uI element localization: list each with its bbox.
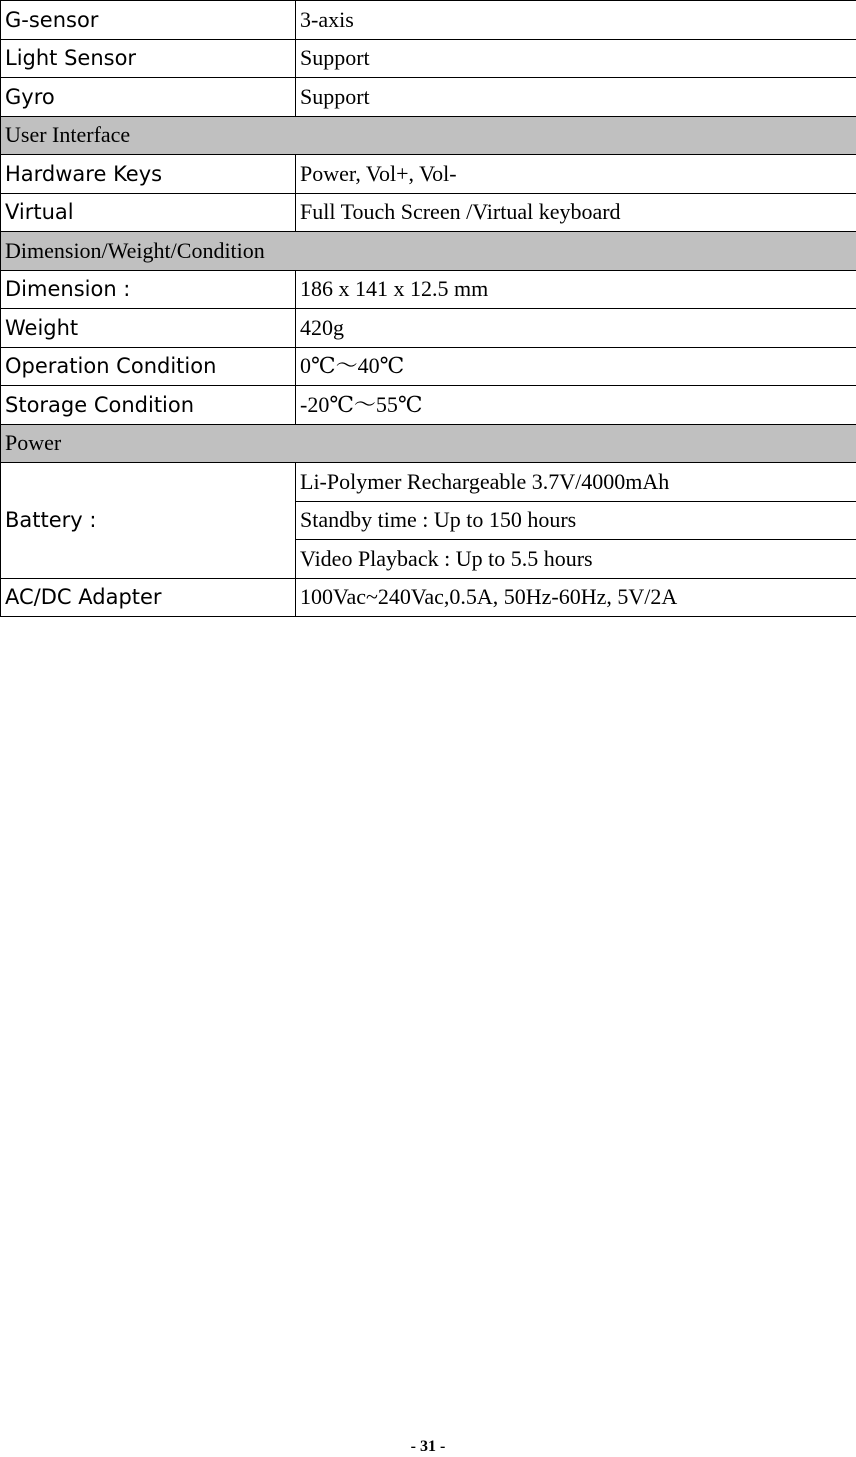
row-value: 100Vac~240Vac,0.5A, 50Hz-60Hz, 5V/2A: [296, 578, 856, 617]
section-title-dimension: Dimension/Weight/Condition: [1, 232, 856, 271]
row-label: Operation Condition: [1, 347, 296, 386]
row-label: Weight: [1, 309, 296, 348]
row-value: Support: [296, 39, 856, 78]
table-row: [1, 463, 856, 502]
table-row: [1, 309, 856, 348]
row-value: Power, Vol+, Vol-: [296, 155, 856, 194]
table-row: [1, 78, 856, 117]
table-row: [1, 1, 856, 40]
row-label: Hardware Keys: [1, 155, 296, 194]
table-row: [1, 578, 856, 617]
row-value: Li-Polymer Rechargeable 3.7V/4000mAh: [296, 463, 856, 502]
table-row: [1, 39, 856, 78]
section-title-user-interface: User Interface: [1, 116, 856, 155]
section-header-row: [1, 424, 856, 463]
section-title-power: Power: [1, 424, 856, 463]
row-label: Virtual: [1, 193, 296, 232]
row-label: Battery :: [1, 463, 296, 579]
row-value: Video Playback : Up to 5.5 hours: [296, 540, 856, 579]
row-value: 3-axis: [296, 1, 856, 40]
table-row: [1, 155, 856, 194]
row-label: AC/DC Adapter: [1, 578, 296, 617]
row-value: -20℃～55℃: [296, 386, 856, 425]
row-value: Support: [296, 78, 856, 117]
table-row: [1, 386, 856, 425]
row-value: Full Touch Screen /Virtual keyboard: [296, 193, 856, 232]
row-label: G-sensor: [1, 1, 296, 40]
table-row: [1, 193, 856, 232]
spec-table: [0, 0, 856, 617]
row-value: 0℃～40℃: [296, 347, 856, 386]
row-label: Light Sensor: [1, 39, 296, 78]
row-value: 420g: [296, 309, 856, 348]
section-header-row: [1, 232, 856, 271]
row-value: Standby time : Up to 150 hours: [296, 501, 856, 540]
section-header-row: [1, 116, 856, 155]
row-value: 186 x 141 x 12.5 mm: [296, 270, 856, 309]
row-label: Dimension :: [1, 270, 296, 309]
table-row: [1, 270, 856, 309]
table-row: [1, 347, 856, 386]
row-label: Gyro: [1, 78, 296, 117]
row-label: Storage Condition: [1, 386, 296, 425]
page-number: - 31 -: [410, 1438, 446, 1455]
